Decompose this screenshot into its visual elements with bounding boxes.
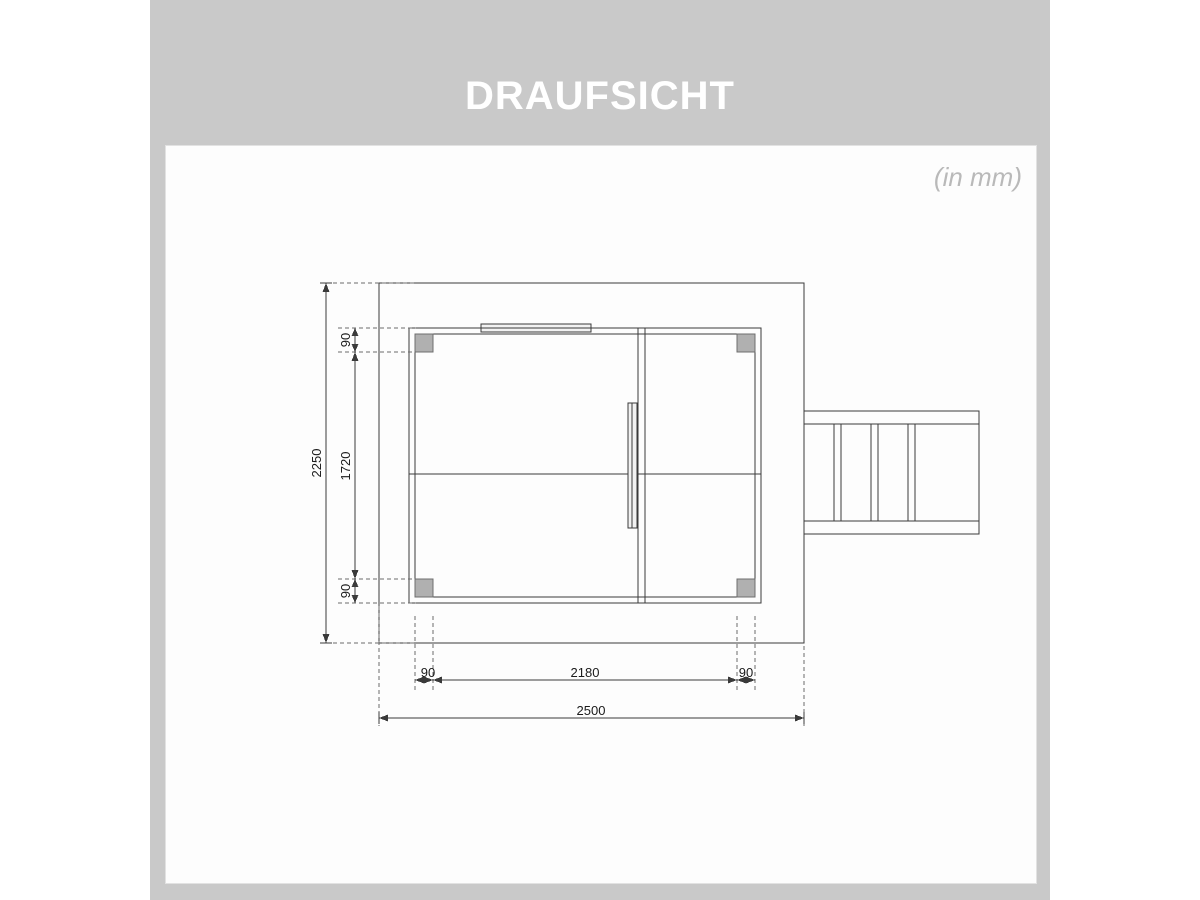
dim-label-overall-length: 2500 (576, 703, 606, 718)
dim-label-inner-depth: 1720 (338, 451, 353, 481)
unit-note: (in mm) (933, 162, 1022, 192)
dim-label-overall-depth: 2250 (309, 448, 324, 478)
page-title: DRAUFSICHT (465, 74, 735, 118)
arrow-overall-depth-bottom (323, 634, 330, 643)
cabin-wall-outline-outer (409, 328, 761, 603)
corner-post-bottom-right (737, 579, 755, 597)
cabin-wall-outline-inner (415, 334, 755, 597)
ladder-rail-bottom (804, 521, 979, 534)
arrow-overall-length-left (379, 715, 388, 722)
arrow-inner-depth-bottom (352, 570, 359, 579)
arrow-overall-depth-top (323, 283, 330, 292)
arrow-overall-length-right (795, 715, 804, 722)
plan-view-drawing (166, 146, 1036, 883)
dim-label-top-post: 90 (338, 332, 353, 348)
arrow-inner-depth-top (352, 352, 359, 361)
dim-label-left-post: 90 (420, 665, 436, 680)
corner-post-bottom-left (415, 579, 433, 597)
corner-post-top-right (737, 334, 755, 352)
dim-label-bottom-post: 90 (338, 583, 353, 599)
dim-label-inner-length: 2180 (570, 665, 600, 680)
arrow-inner-length-right (728, 677, 737, 684)
dim-label-right-post: 90 (738, 665, 754, 680)
ladder-rail-top (804, 411, 979, 424)
drawing-sheet (165, 145, 1037, 884)
corner-post-top-left (415, 334, 433, 352)
